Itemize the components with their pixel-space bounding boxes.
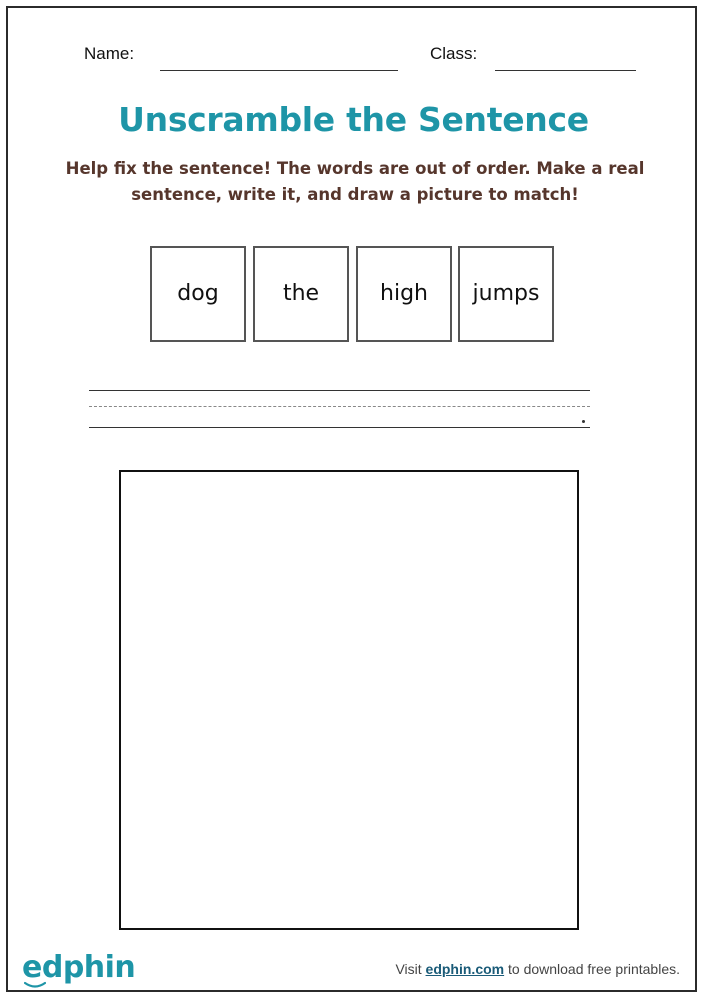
word-tile-text: high [380, 280, 428, 306]
name-write-line[interactable] [160, 70, 398, 71]
footer-text [395, 961, 680, 977]
word-tile [150, 246, 246, 342]
answer-line-dashed[interactable] [89, 406, 590, 407]
answer-line-bottom[interactable] [89, 427, 590, 428]
answer-period [582, 420, 585, 423]
class-write-line[interactable] [495, 70, 636, 71]
footer-suffix: to download free printables. [508, 961, 680, 977]
word-tile-text: the [282, 280, 320, 306]
page-title: Unscramble the Sentence [118, 100, 589, 139]
answer-line-top[interactable] [89, 390, 590, 391]
drawing-box[interactable] [119, 470, 579, 930]
name-label: Name: [84, 44, 135, 63]
edphin-link[interactable]: edphin.com [425, 961, 505, 977]
instructions-text: Help fix the sentence! The words are out of order. Make a real sentence, write it, and draw a picture to match! [65, 159, 645, 204]
word-tile-text: jumps [472, 280, 540, 306]
edphin-logo: edphin [22, 950, 136, 985]
word-tile [253, 246, 349, 342]
class-label: Class: [430, 44, 478, 63]
word-tile [458, 246, 554, 342]
word-tile-text: dog [177, 280, 219, 306]
logo-swoosh-icon [24, 981, 46, 989]
word-tile [356, 246, 452, 342]
footer-prefix: Visit [395, 961, 422, 977]
